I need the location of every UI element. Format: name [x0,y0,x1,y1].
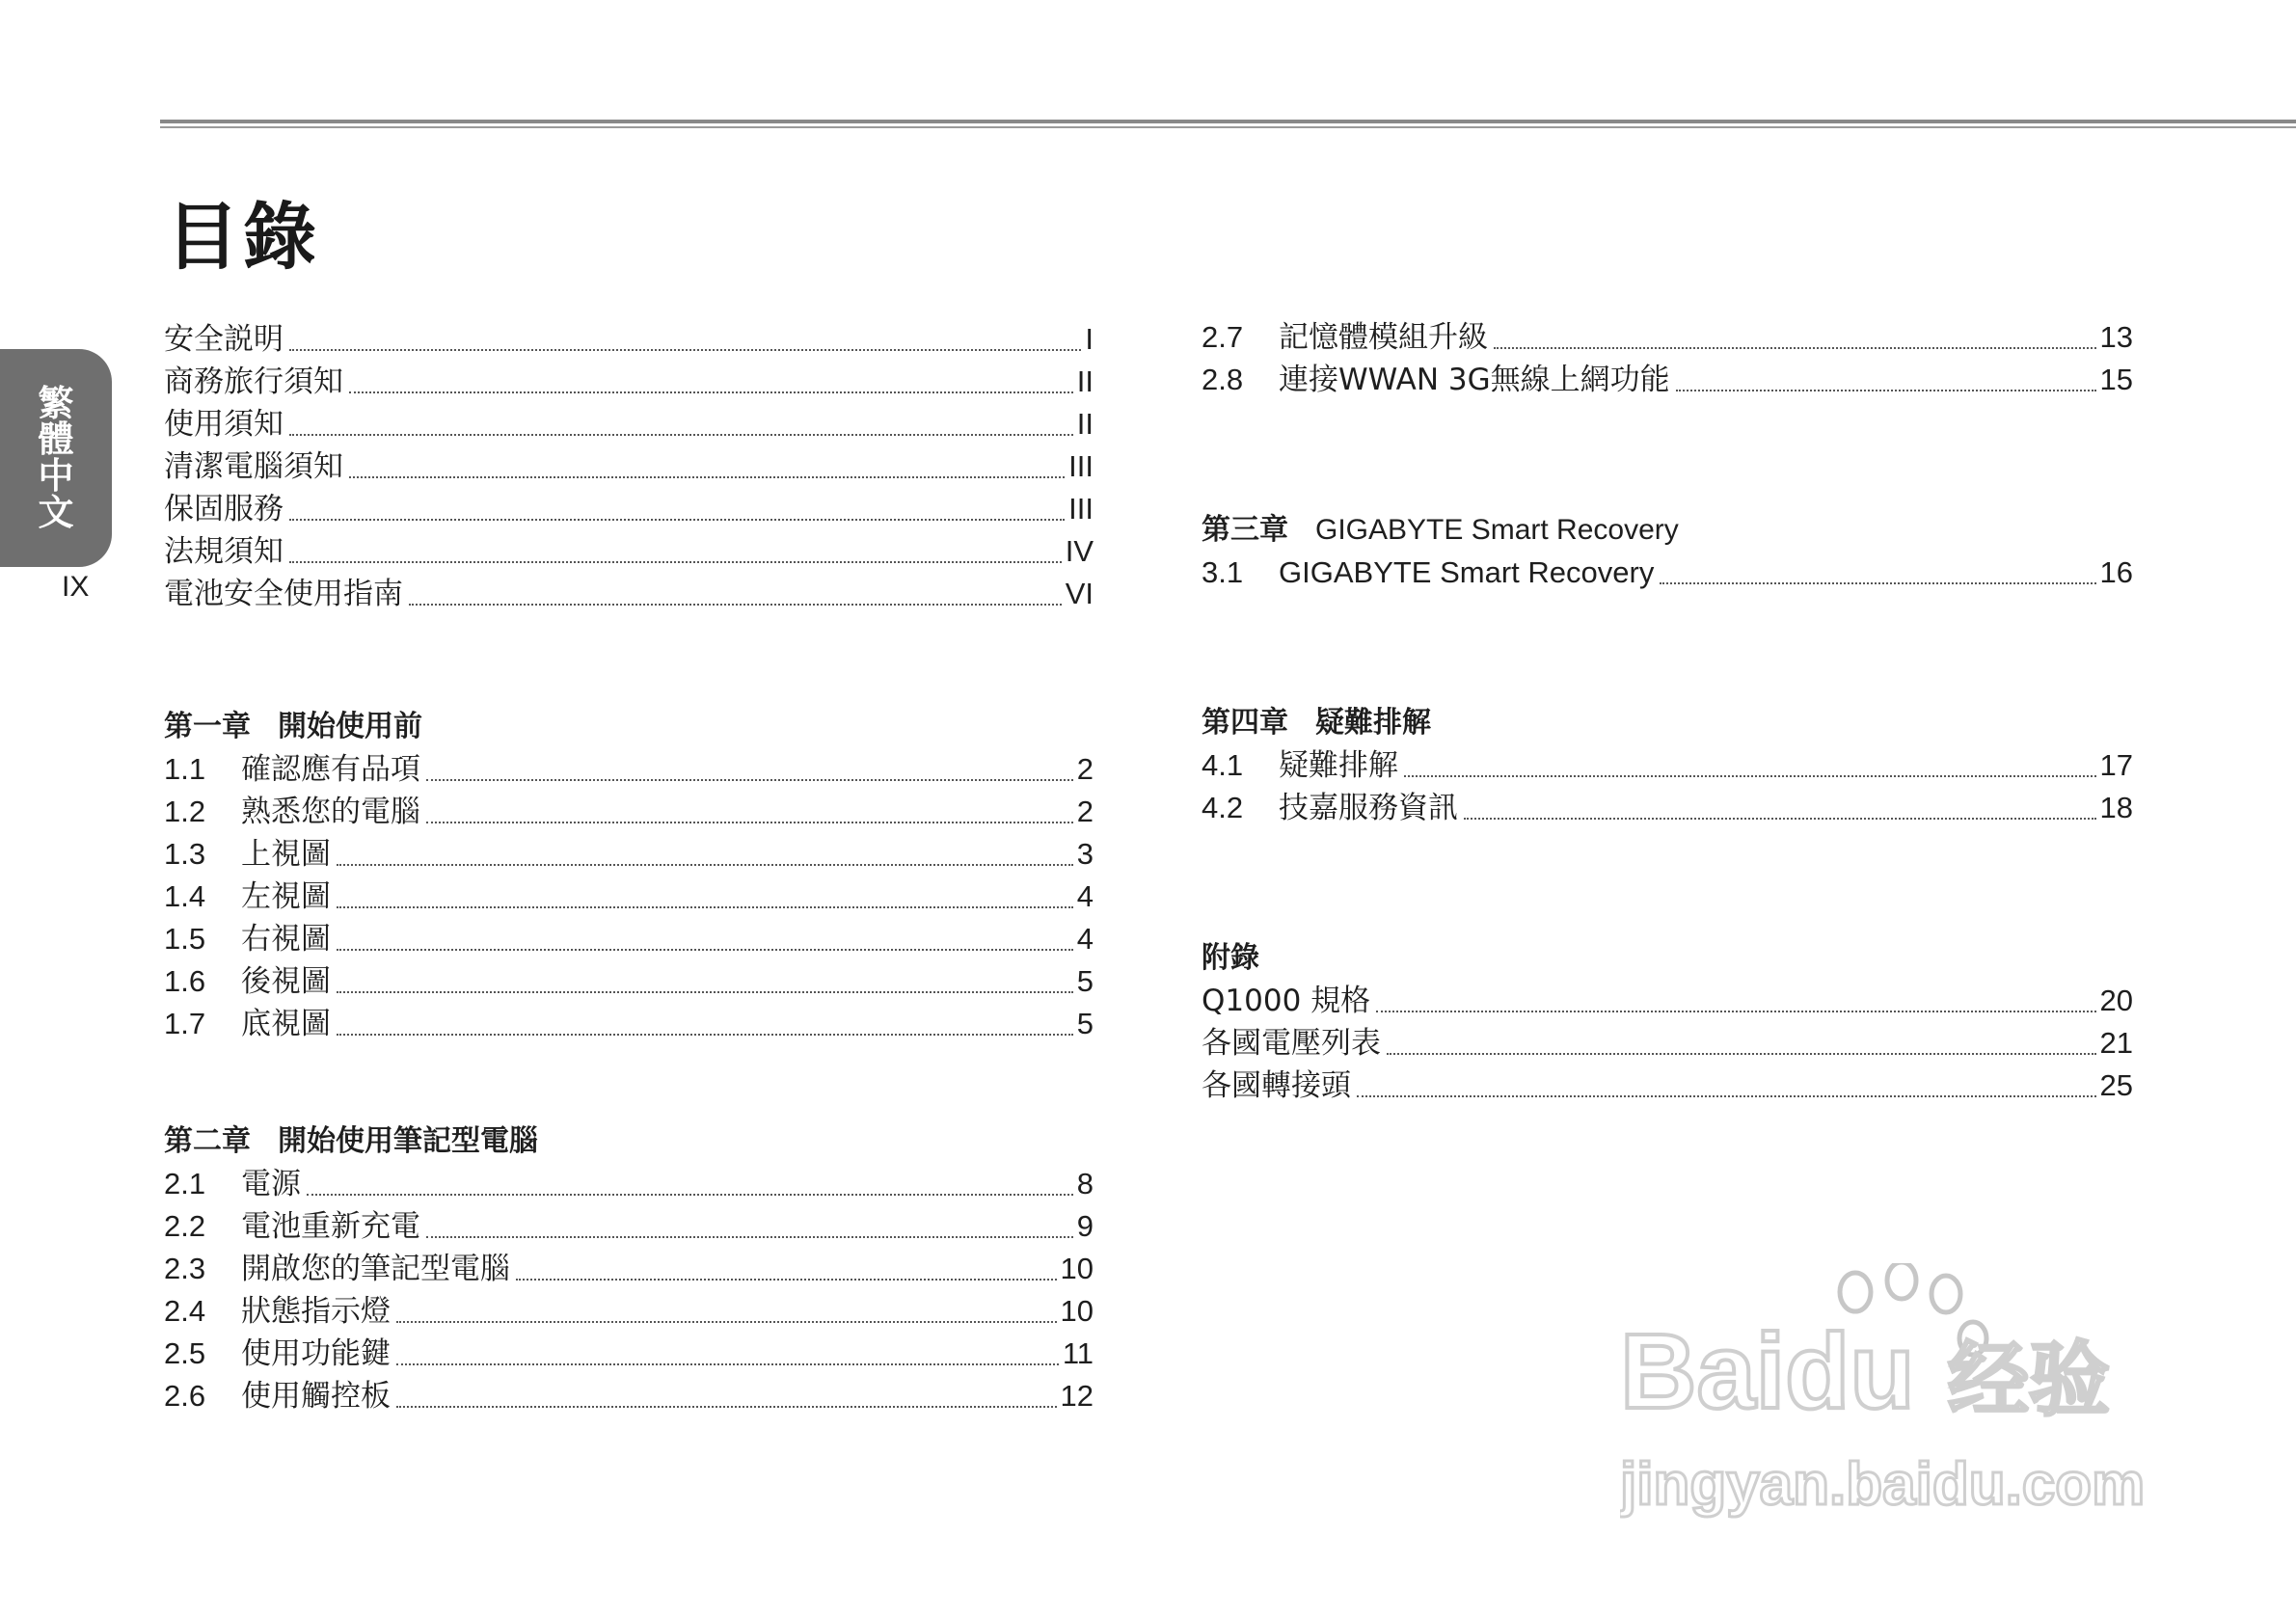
language-tab [0,349,112,567]
toc-leader [426,822,1073,823]
toc-entry [164,960,1094,1003]
toc-label: 商務旅行須知 [164,364,343,399]
chapter-number: 第二章 [164,1124,251,1158]
watermark-cn: 经验 [1948,1333,2111,1427]
toc-entry [1202,359,2133,401]
toc-page: II [1076,407,1094,441]
toc-entry [1202,316,2133,359]
toc-page: 20 [2099,984,2133,1017]
toc-leader [1387,1053,2096,1055]
toc-leader [1676,390,2096,391]
toc-entry [164,1205,1094,1248]
toc-number: 2.5 [164,1336,206,1370]
toc-label: 清潔電腦須知 [164,449,343,484]
toc-number: 2.4 [164,1294,206,1328]
language-tab-char: 繁 [38,382,74,424]
toc-label: 後視圖 [241,964,331,999]
toc-label: 技嘉服務資訊 [1279,791,1458,825]
toc-leader [289,519,1065,521]
toc-leader [516,1279,1057,1281]
toc-page: 12 [1060,1379,1094,1413]
toc-leader [426,1236,1073,1238]
toc-entry [164,833,1094,876]
toc-entry [164,1333,1094,1375]
toc-leader [307,1194,1073,1196]
language-tab-char: 文 [38,491,74,533]
toc-number: 4.1 [1202,748,1244,782]
toc-page: IV [1065,534,1094,568]
chapter-heading [1202,509,2133,552]
toc-entry [1202,1022,2133,1065]
toc-entry [164,876,1094,918]
toc-page: 9 [1076,1209,1094,1243]
toc-label: 狀態指示燈 [241,1294,391,1329]
appendix-title: 附錄 [1202,941,1259,975]
chapter-title: 開始使用筆記型電腦 [278,1124,538,1158]
toc-label: Q1000 規格 [1202,984,1371,1018]
toc-leader [289,561,1062,563]
toc-entry [164,445,1094,488]
toc-page: 18 [2099,791,2133,824]
toc-leader [349,391,1073,393]
toc-number: 2.2 [164,1209,206,1243]
toc-entry [164,530,1094,573]
toc-page: 4 [1076,879,1094,913]
toc-page: 21 [2099,1026,2133,1060]
toc-leader [396,1363,1059,1365]
toc-leader [1464,818,2096,820]
chapter-heading [164,1120,1094,1163]
toc-leader [1494,347,2096,349]
toc-label: 使用須知 [164,407,284,442]
toc-page: VI [1065,577,1094,610]
toc-leader [426,779,1073,781]
toc-label: 各國轉接頭 [1202,1068,1351,1103]
toc-label: 左視圖 [241,879,331,914]
toc-page: 11 [1062,1336,1094,1370]
toc-entry [164,361,1094,403]
toc-page: 8 [1076,1167,1094,1200]
toc-page: III [1068,492,1094,526]
toc-number: 2.7 [1202,320,1244,354]
toc-entry [164,1375,1094,1417]
toc-leader [1404,775,2096,777]
toc-page: III [1068,449,1094,483]
toc-label: GIGABYTE Smart Recovery [1279,555,1655,589]
toc-label: 連接WWAN 3G無線上網功能 [1279,363,1670,397]
toc-label: 電池安全使用指南 [164,577,403,611]
toc-leader [289,349,1081,351]
toc-page: 10 [1060,1252,1094,1285]
toc-label: 熟悉您的電腦 [241,795,420,829]
toc-number: 2.6 [164,1379,206,1413]
toc-entry [164,1290,1094,1333]
toc-number: 1.2 [164,795,206,828]
toc-entry [164,1163,1094,1205]
toc-label: 上視圖 [241,837,331,872]
toc-page: 16 [2099,555,2133,589]
toc-number: 4.2 [1202,791,1244,824]
toc-page: 2 [1076,795,1094,828]
toc-label: 疑難排解 [1279,748,1398,783]
toc-entry [164,1248,1094,1290]
toc-page: 3 [1076,837,1094,871]
toc-leader [337,906,1073,908]
toc-entry [164,573,1094,615]
watermark-url: jingyan.baidu.com [1620,1451,2146,1518]
toc-entry [164,488,1094,530]
toc-label: 電池重新充電 [241,1209,420,1244]
chapter-title: GIGABYTE Smart Recovery [1315,514,1679,546]
toc-page: 2 [1076,752,1094,786]
toc-entry [1202,787,2133,829]
toc-number: 1.7 [164,1007,206,1040]
toc-label: 使用功能鍵 [241,1336,391,1371]
toc-label: 各國電壓列表 [1202,1026,1381,1061]
language-tab-char: 中 [38,455,74,497]
toc-leader [337,991,1073,993]
toc-page: 5 [1076,964,1094,998]
toc-label: 安全説明 [164,322,284,357]
toc-number: 1.6 [164,964,206,998]
toc-leader [337,864,1073,866]
chapter-heading [1202,702,2133,744]
toc-entry [164,918,1094,960]
toc-number: 2.3 [164,1252,206,1285]
toc-entry [164,403,1094,445]
toc-page: 17 [2099,748,2133,782]
toc-number: 2.8 [1202,363,1244,396]
header-rule-bottom [160,126,2296,128]
watermark-brand: Baidu [1620,1312,1915,1431]
chapter-number: 第四章 [1202,706,1288,740]
toc-leader [289,434,1073,436]
toc-label: 記憶體模組升級 [1279,320,1488,355]
toc-page: I [1085,322,1094,356]
toc-number: 2.1 [164,1167,206,1200]
header-rule-top [160,120,2296,123]
toc-page: II [1076,364,1094,398]
toc-number: 1.4 [164,879,206,913]
toc-number: 3.1 [1202,555,1244,589]
chapter-title: 疑難排解 [1315,706,1431,740]
chapter-title: 開始使用前 [278,710,422,743]
toc-leader [396,1321,1057,1323]
toc-entry [1202,744,2133,787]
toc-page: 25 [2099,1068,2133,1102]
toc-entry [1202,980,2133,1022]
toc-entry [164,748,1094,791]
toc-number: 1.3 [164,837,206,871]
toc-label: 使用觸控板 [241,1379,391,1414]
toc-leader [409,604,1062,606]
chapter-heading [164,706,1094,748]
toc-label: 確認應有品項 [241,752,420,787]
toc-entry [164,1003,1094,1045]
baidu-watermark [1620,1263,2160,1533]
toc-number: 1.1 [164,752,206,786]
language-tab-char: 體 [38,418,74,461]
toc-leader [337,1034,1073,1036]
toc-page: 5 [1076,1007,1094,1040]
toc-leader [1660,582,2095,584]
toc-number: 1.5 [164,922,206,956]
toc-entry [1202,1065,2133,1107]
toc-entry [164,318,1094,361]
toc-page: 10 [1060,1294,1094,1328]
toc-label: 法規須知 [164,534,284,569]
toc-leader [337,949,1073,951]
chapter-number: 第一章 [164,710,251,743]
toc-leader [1357,1095,2096,1097]
toc-label: 右視圖 [241,922,331,957]
page-number: IX [62,571,90,603]
page-title: 目錄 [166,194,320,280]
toc-entry [1202,552,2133,594]
chapter-number: 第三章 [1202,513,1288,547]
toc-page: 13 [2099,320,2133,354]
toc-label: 底視圖 [241,1007,331,1041]
toc-page: 15 [2099,363,2133,396]
toc-label: 電源 [241,1167,301,1201]
toc-label: 開啟您的筆記型電腦 [241,1252,510,1286]
toc-leader [396,1406,1057,1408]
toc-label: 保固服務 [164,492,284,526]
toc-leader [1376,1011,2095,1012]
toc-entry [164,791,1094,833]
toc-page: 4 [1076,922,1094,956]
toc-leader [349,476,1065,478]
appendix-heading [1202,937,2133,980]
